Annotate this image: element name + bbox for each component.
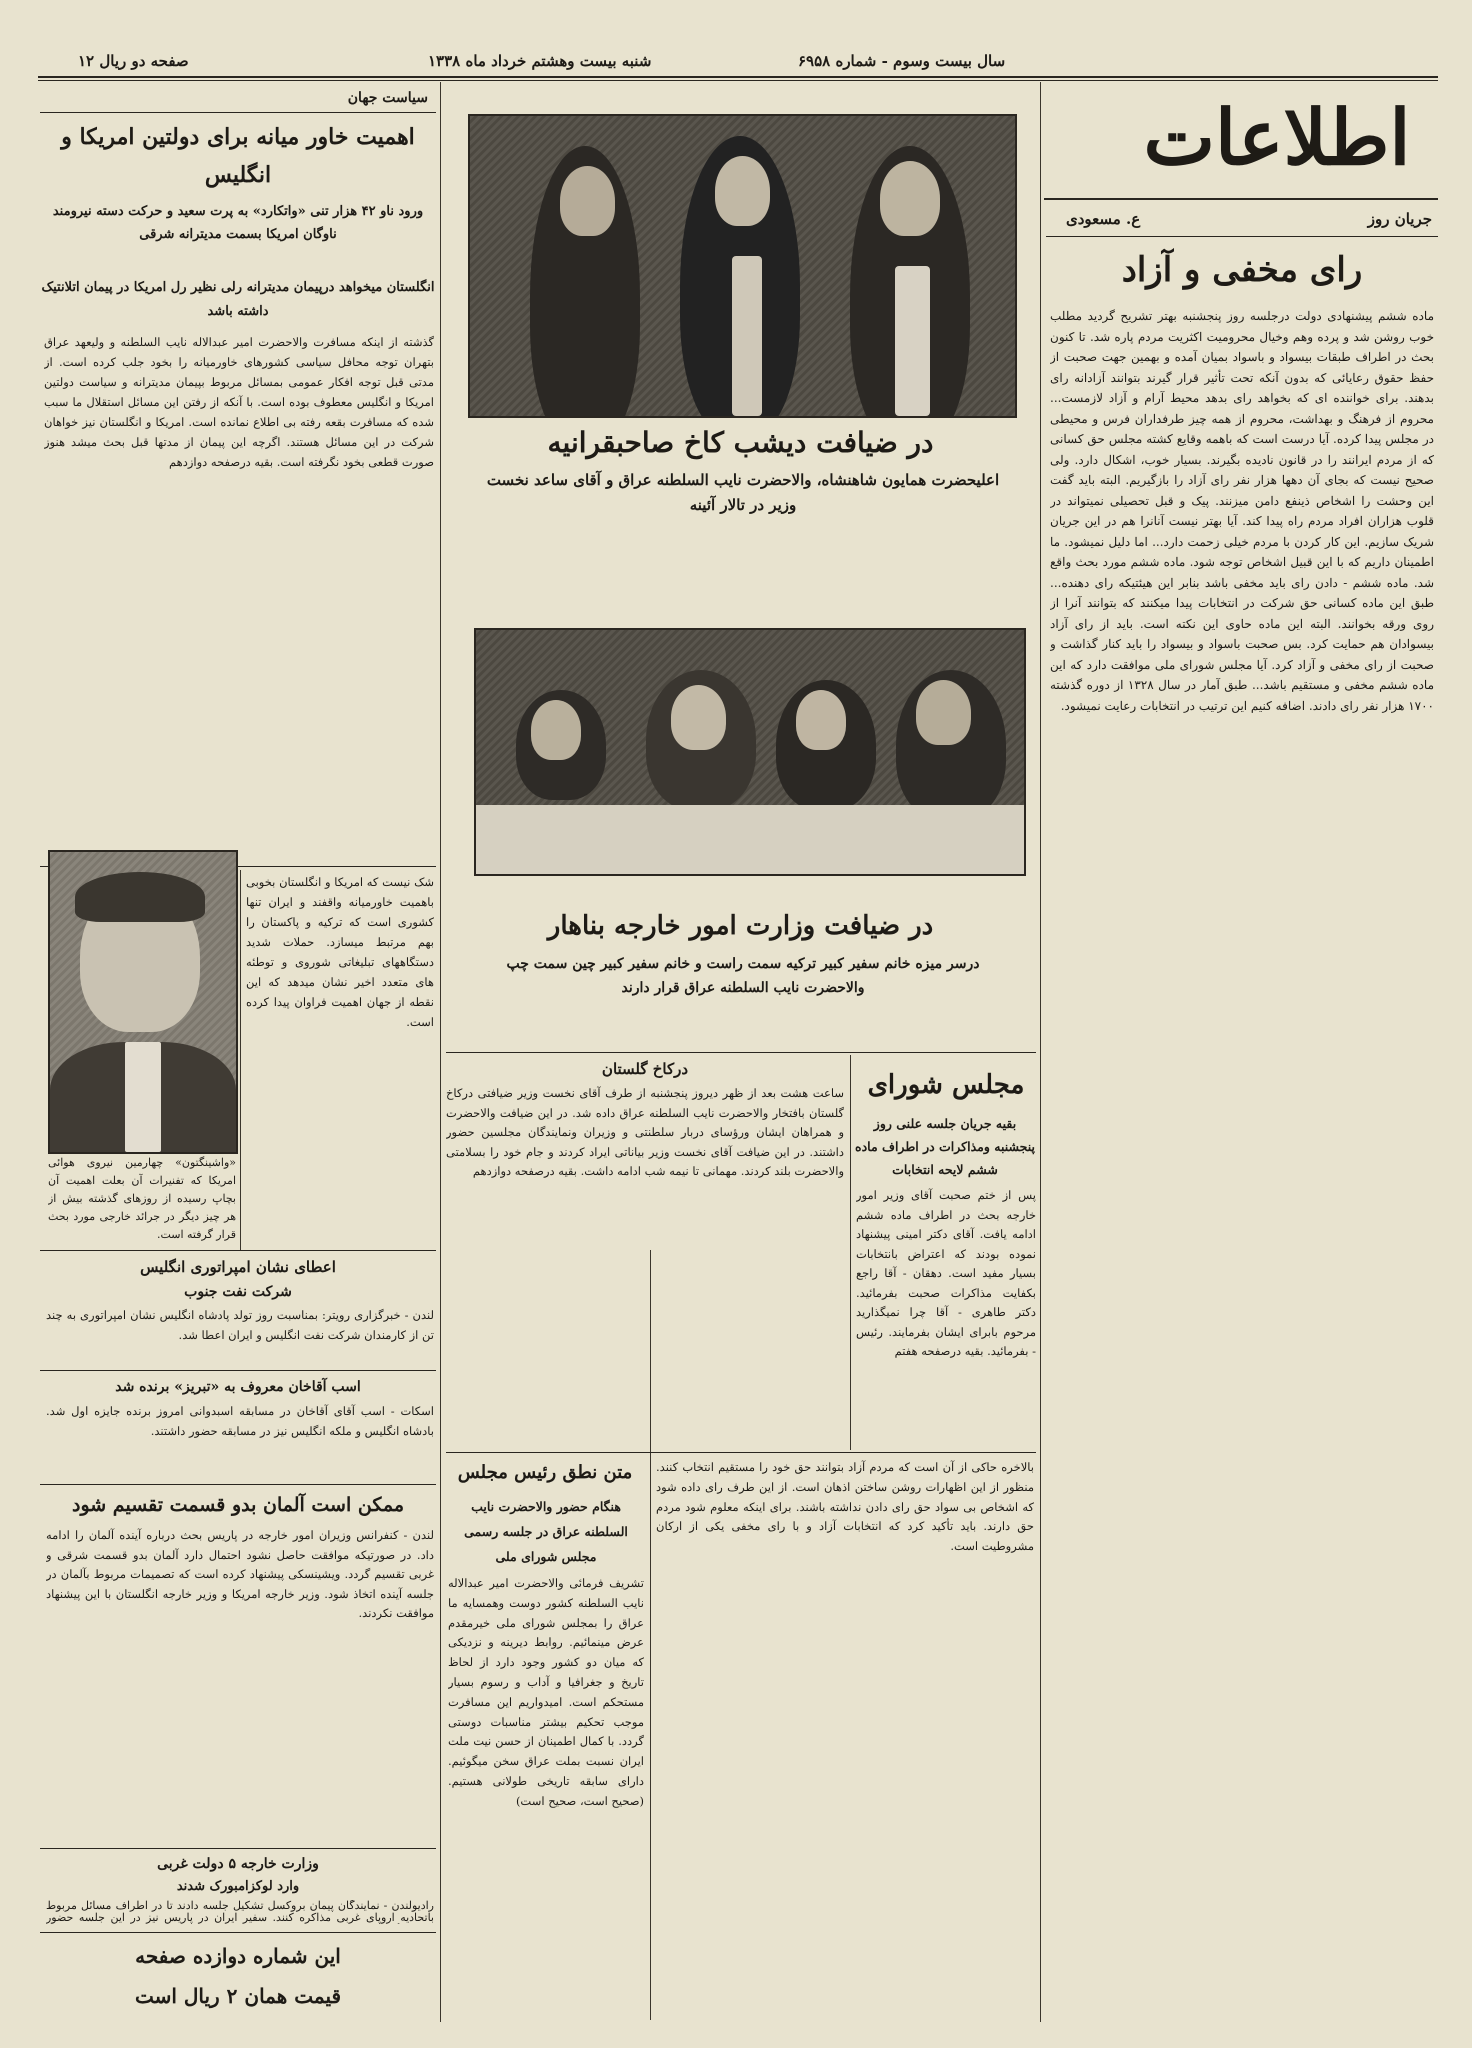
left-body-2: شک نیست که امریکا و انگلستان بخوبی باهمیت خاورمیانه واقفند و ایران تنها کشوری است که ترکیه و پاکستان را بهم مرتبط میسازد. حملات شدید دستگاههای تبلیغاتی شوروی و توطئه های متعدد اخیر نشان میدهد که این نقطه از جهان اهمیت فراوان پیدا کرده است. [246,875,434,1029]
photo2-headline: در ضیافت وزارت امور خارجه بناهار [547,911,934,941]
photo2-caption: درسر میزه خانم سفیر کبیر ترکیه سمت راست و خانم سفیر کبیر چین سمت چپ والاحضرت نایب السلطنه عراق قرار دارند [506,956,980,996]
item2-body: اسکات - اسب آقای آقاخان در مسابقه اسبدوانی امروز برنده جایزه اول شد. بادشاه انگلیس و ملکه انگلیس نیز در مسابقه حضور داشتند. [46,1404,434,1438]
majlis-subheadline: بقیه جریان جلسه علنی روز پنجشنبه ومذاکرات در اطراف ماده ششم لایحه انتخابات [855,1116,1035,1177]
majlis-body: پس از ختم صحبت آقای وزیر امور خارجه بحث در اطراف ماده ششم ادامه یافت. آقای دکتر امینی پیشنهاد نموده بودند که اعتراض بانتخابات بسیار مفید است. دهقان - آقا راجع بکفایت مذاکرات صحبت بفرمائید. دکتر طاهری - آقا چرا نمیگذارید مرحوم بابرای ایشان بفرمایند. رئیس - بفرمائید. بقیه درصفحه هفتم [856,1188,1036,1358]
item2-headline: اسب آقاخان معروف به «تبریز» برنده شد [115,1379,361,1395]
speech-headline: متن نطق رئیس مجلس [457,1462,633,1483]
footer-pages: این شماره دوازده صفحه [135,1944,341,1968]
item1-subheadline: شرکت نفت جنوب [184,1284,292,1300]
golestan-body: ساعت هشت بعد از ظهر دیروز پنجشنبه از طرف آقای نخست وزیر ضیافتی درکاخ گلستان بافتخار والاحضرت نایب السلطنه عراق داده شد. در این ضیافت والاحضرت و همراهان ایشان ورؤسای دربار سلطنتی و وزیران ونمایندگان مجلسین حضور داشتند. در این ضیافت آقای نخست وزیر بیاناتی ایراد کردند و جام خود را بسلامتی والاحضرت بلند کردند. مهمانی تا نیمه شب ادامه داشت. بقیه درصفحه دوازدهم [446,1086,844,1178]
item3-headline: ممکن است آلمان بدو قسمت تقسیم شود [72,1494,404,1516]
item4-headline: وزارت خارجه ۵ دولت غربی [157,1856,319,1872]
masthead-bar [38,50,1438,74]
item1-headline: اعطای نشان امپراتوری انگلیس [140,1258,336,1276]
left-subheadline-1: ورود ناو ۴۲ هزار تنی «واتکارد» به پرت سعید و حرکت دسته نیرومند ناوگان امریکا بسمت مدیترانه شرقی [52,204,424,242]
speech-body: تشریف فرمائی والاحضرت امیر عبدالاله نایب السلطنه کشور دوست وهمسایه ما عراق را بمجلس شورای ملی خیرمقدم عرض مینمائیم. روابط دیرینه و نزدیکی که میان دو کشور وجود دارد از لحاظ تاریخ و جغرافیا و آداب و رسوم بسیار مستحکم است. امیدواریم این مسافرت موجب تحکیم بیشتر مناسبات دوستی گردد. با کمال اطمینان از حسن نیت ملت ایران نسبت بملت عراق سخن میگوئیم. دارای سابقه تاریخی طولانی هستیم. (صحیح است، صحیح است) [448,1576,644,1808]
item3-body: لندن - کنفرانس وزیران امور خارجه در پاریس بحث درباره آینده آلمان را ادامه داد. در صورتیکه موافقت حاصل نشود احتمال دارد آلمان بدو قسمت شرقی و غربی تقسیم گردد. ویشینسکی پیشنهاد کرده است که تصمیمات مربوط بآلمان در جلسه آینده اتخاذ شود. وزیر خارجه امریکا و وزیر خارجه انگلستان با این پیشنهاد موافقت نکردند. [46,1528,434,1620]
issue-label: سال بیست وسوم - شماره ۶۹۵۸ [798,52,1006,70]
author-label: ع. مسعودی [1066,210,1141,228]
speech-subheadline: هنگام حضور والاحضرت نایب السلطنه عراق در جلسه رسمی مجلس شورای ملی [464,1499,628,1564]
left-subheadline-2: انگلستان میخواهد درپیمان مدیترانه رلی نظیر رل امریکا در پیمان اتلانتیک داشته باشد [41,280,435,319]
photo1-headline: در ضیافت دیشب کاخ صاحبقرانیه [547,426,934,459]
portrait-caption: «واشینگتون» چهارمین نیروی هوائی امریکا که تفنیرات آن بعلت اهمیت آن بچاپ رسیده از روزهای گذشته بیش از هر چیز دیگر در جرائد خارجی مورد بحث قرار گرفته است. [48,1156,236,1241]
left-body: گذشته از اینکه مسافرت والاحضرت امیر عبدالاله نایب السلطنه و ولیعهد عراق بتهران توجه محافل سیاسی کشورهای خاورمیانه را بخود جلب کرده است. از مدتی قبل توجه افکار عمومی بمسائل مربوط بپیمان مدیترانه و سیاست دولتین امریکا و انگلیس معطوف بوده است. با آنکه از رفتن این مسائل استقلال ما سبب شده که مسافرت بقعه رفته بی اطلاع نمانده است. امریکا و انگلستان نیز خواهان شرکت در این مسائل هستند. اگرچه این پیمان از مدتها قبل بحث میشد هنوز صورت قطعی بخود نگرفته است. بقیه درصفحه دوازدهم [44,335,434,469]
article-body: ماده ششم پیشنهادی دولت درجلسه روز پنجشنبه بهتر تشریح گردید مطلب خوب روشن شد و پرده وهم وخیال محرومیت اکثریت مردم پاره شد. تا کنون بحث در اطراف طبقات بیسواد و باسواد بمیان آمده و بهمین جهت صحبت از حفظ حقوق رعایائی که بدون آنکه تحت تأثیر قرار گیرند بتوانند آزادانه رای بدهند. برای خواننده ای که بخواهد رای بدهد محیط آرام و آزاد لازمست... محروم از فرهنگ و بهداشت، محروم از همه چیز طرفداران فرس و محیطی در مجلس پیدا کرده. آیا درست است که باهمه وقایع کشته مجلس حق کسانی که از مردم ایرانند را در قانون نادیده بگیرند. بسیار خوب، اشکال دارد. ولی صحیح نیست که بجای آن دهها هزار نفر رای آزاد را بازگیریم. البته باید گفت این وحشت را اشخاص ذینفع دامن میزنند. پیک و قبل تحصیلی نمیتواند در قلوب هزاران افراد مردم راه پیدا کند. آیا بهتر نیست آنانرا هم در این جریان شریک سازیم. این کار کردن با مردم خیلی زحمت دارد... اما دلیل نمیشود. ما اطمینان داریم که با این قبیل اشخاص توجه شود. ماده ششم مورد بحث واقع شد. ماده ششم - دادن رای باید مخفی باشد بنابر این هیئتیکه رای دهنده... طبق این ماده کسانی حق شرکت در انتخابات پیدا میکنند که بتوانند آنرا از روی ورقه بخوانند. البته این ماده حاوی این نکته است. باید از رای آزاد بیسوادان هم حمایت کرد. بس صحبت باسواد و بیسواد را باید کنار گذاشت و صحبت از رای مخفی و آزاد کرد. آیا مجلس شورای ملی موافقت دارد که این ماده ششم مخفی و مستقیم باشد... طبق آمار در سال ۱۳۲۸ از دوره گذشته ۱۷۰۰ هزار نفر رای دادند. اضافه کنیم این ترتیب در انتخابات رعایت نمیشود. [1050,309,1434,713]
portrait-photo [48,850,238,1154]
price-label: ۱۲ صفحه دو ریال [78,52,189,70]
left-headline: اهمیت خاور میانه برای دولتین امریکا و انگلیس [61,124,415,188]
golestan-head: درکاخ گلستان [601,1060,689,1078]
newspaper-logo: اطلاعات [1143,93,1411,182]
center-bottom-body: بالاخره حاکی از آن است که مردم آزاد بتوانند حق خود را مستقیم انتخاب کنند. منظور از این اظهارات روشن ساختن اذهان است. از این طرف رای داده شود که اشخاص بی سواد حق رای دادن نداشته باشند. برای اینکه معلوم شود مردم حق دارند. باید تأکید کرد که انتخابات آزاد و با رای مخفی یکی از ارکان مشروطیت است. [656,1460,1034,1554]
item4-subheadline: وارد لوکزامبورک شدند [176,1879,300,1894]
photo-foreign-ministry-lunch [474,628,1026,876]
majlis-headline: مجلس شورای [867,1070,1025,1100]
left-section-header [38,86,436,112]
left-section-label: سیاست جهان [347,90,428,106]
date-label: شنبه بیست وهشتم خرداد ماه ۱۳۳۸ [428,52,652,70]
article-headline: رای مخفی و آزاد [1121,250,1363,290]
column-header [1046,204,1438,238]
footer-price: قیمت همان ۲ ریال است [134,1984,342,2008]
photo-palace-reception [468,114,1017,418]
item4-body: رادیولندن - نمایندگان پیمان بروکسل تشکیل جلسه دادند تا در اطراف مسائل مربوط باتحادیه اروپای غربی مذاکره کنند. سفیر ایران در پاریس نیز در این جلسه حضور [46,1900,434,1924]
item1-body: لندن - خبرگزاری رویتر: بمناسبت روز تولد پادشاه انگلیس نشان امپراتوری به چند تن از کارمندان شرکت نفت انگلیس و ایران اعطا شد. [46,1308,434,1342]
section-label: جریان روز [1367,210,1432,228]
photo1-caption: اعلیحضرت همایون شاهنشاه، والاحضرت نایب السلطنه عراق و آقای ساعد نخست وزیر در تالار آئینه [486,471,1000,514]
